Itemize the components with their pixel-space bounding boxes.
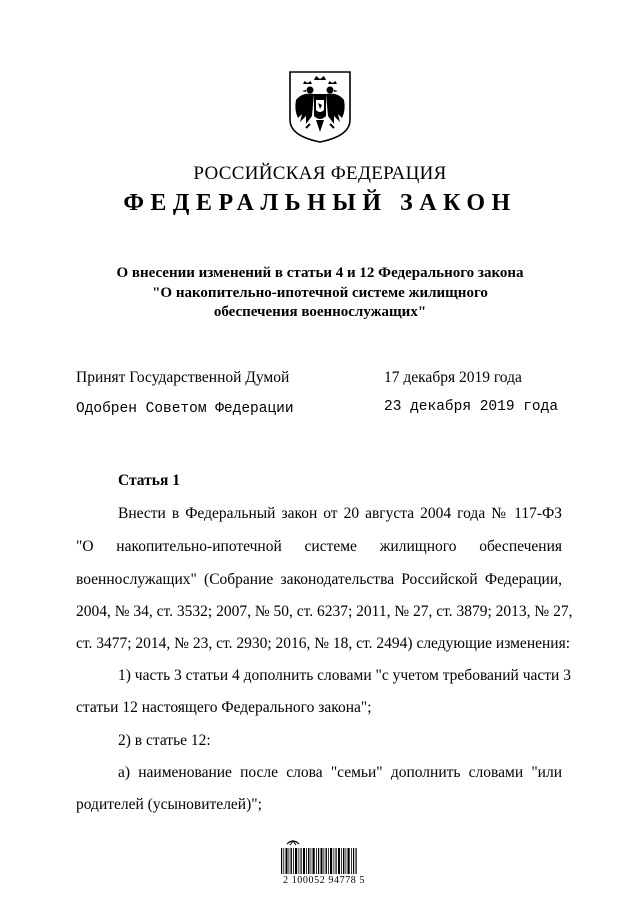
council-approval-date: 23 декабря 2019 года [384, 399, 559, 415]
article-text-line: "О накопительно-ипотечной системе жилищного обеспечения [76, 538, 562, 555]
article-heading: Статья 1 [118, 472, 180, 489]
barcode-icon [281, 838, 357, 874]
article-text-line: 2) в статье 12: [118, 732, 211, 749]
law-title-line: обеспечения военнослужащих" [213, 304, 427, 320]
article-text-line: Внести в Федеральный закон от 20 августа 2004 года № 117-ФЗ [118, 505, 562, 522]
barcode-number: 2 100052 94778 5 [283, 875, 366, 886]
article-text-line: статьи 12 настоящего Федерального закона"; [76, 699, 372, 716]
document-type: ФЕДЕРАЛЬНЫЙ ЗАКОН [123, 190, 517, 216]
article-text-line: ст. 3477; 2014, № 23, ст. 2930; 2016, № 18, ст. 2494) следующие изменения: [76, 635, 571, 652]
article-text-line: родителей (усыновителей)"; [76, 796, 262, 813]
council-approval-label: Одобрен Советом Федерации [76, 401, 294, 417]
law-title-line: "О накопительно-ипотечной системе жилищного [152, 285, 488, 301]
article-text-line: 1) часть 3 статьи 4 дополнить словами "с учетом требований части 3 [118, 667, 571, 684]
duma-adoption-label: Принят Государственной Думой [76, 369, 290, 386]
article-text-line: а) наименование после слова "семьи" дополнить словами "или [118, 764, 562, 781]
article-text-line: военнослужащих" (Собрание законодательства Российской Федерации, [76, 571, 562, 588]
law-title-line: О внесении изменений в статьи 4 и 12 Федерального закона [116, 265, 524, 281]
coat-of-arms-emblem [288, 70, 352, 144]
country-name: РОССИЙСКАЯ ФЕДЕРАЦИЯ [193, 163, 447, 184]
article-text-line: 2004, № 34, ст. 3532; 2007, № 50, ст. 6237; 2011, № 27, ст. 3879; 2013, № 27, [76, 603, 573, 620]
duma-adoption-date: 17 декабря 2019 года [384, 369, 522, 386]
